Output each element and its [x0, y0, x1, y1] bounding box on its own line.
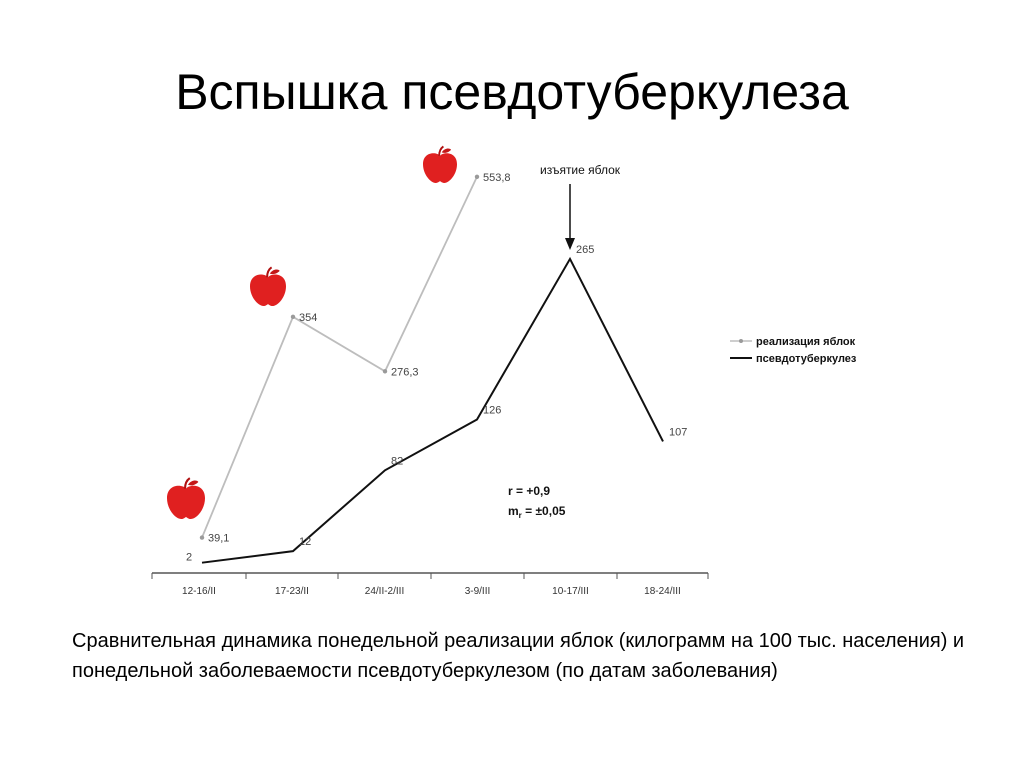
apple-icon — [250, 267, 286, 306]
data-point — [291, 315, 295, 319]
data-label: 553,8 — [483, 171, 511, 184]
x-tick-label: 18-24/III — [644, 586, 681, 597]
data-label: 107 — [669, 426, 688, 439]
data-label: 12 — [299, 536, 312, 549]
chart-caption: Сравнительная динамика понедельной реализации яблок (килограмм на 100 тыс. населения) и понедельной заболеваемости псевдотуберкулезом (по датам заболевания) — [72, 630, 965, 682]
data-point — [475, 175, 479, 179]
data-label: 354 — [299, 311, 318, 324]
annotation-label: изъятие яблок — [540, 163, 621, 177]
x-tick-label: 17-23/II — [275, 586, 309, 597]
stats-mr: $m_r = \pm 0,05$ — [508, 504, 566, 520]
data-label: 126 — [483, 404, 502, 417]
apple-icon — [423, 146, 457, 183]
series-line — [202, 177, 477, 538]
stats-r: r = +0,9 — [508, 484, 551, 498]
annotation-arrowhead — [565, 238, 575, 250]
data-label: 82 — [391, 455, 404, 468]
data-label: 2 — [186, 551, 193, 564]
x-tick-label: 24/II-2/III — [364, 586, 405, 597]
legend-label: псевдотуберкулез — [756, 353, 857, 365]
data-point — [383, 369, 387, 373]
data-point — [200, 535, 204, 539]
x-tick-label: 3-9/III — [464, 586, 491, 597]
data-label: 39,1 — [208, 532, 230, 545]
data-label: 265 — [576, 243, 595, 256]
legend-label: реализация яблок — [756, 336, 856, 348]
legend-marker — [739, 339, 743, 343]
apple-icon — [167, 478, 205, 519]
data-label: 276,3 — [391, 366, 419, 379]
slide-title: Вспышка псевдотуберкулеза — [175, 64, 849, 120]
x-tick-label: 12-16/II — [182, 586, 216, 597]
x-tick-label: 10-17/III — [552, 586, 589, 597]
